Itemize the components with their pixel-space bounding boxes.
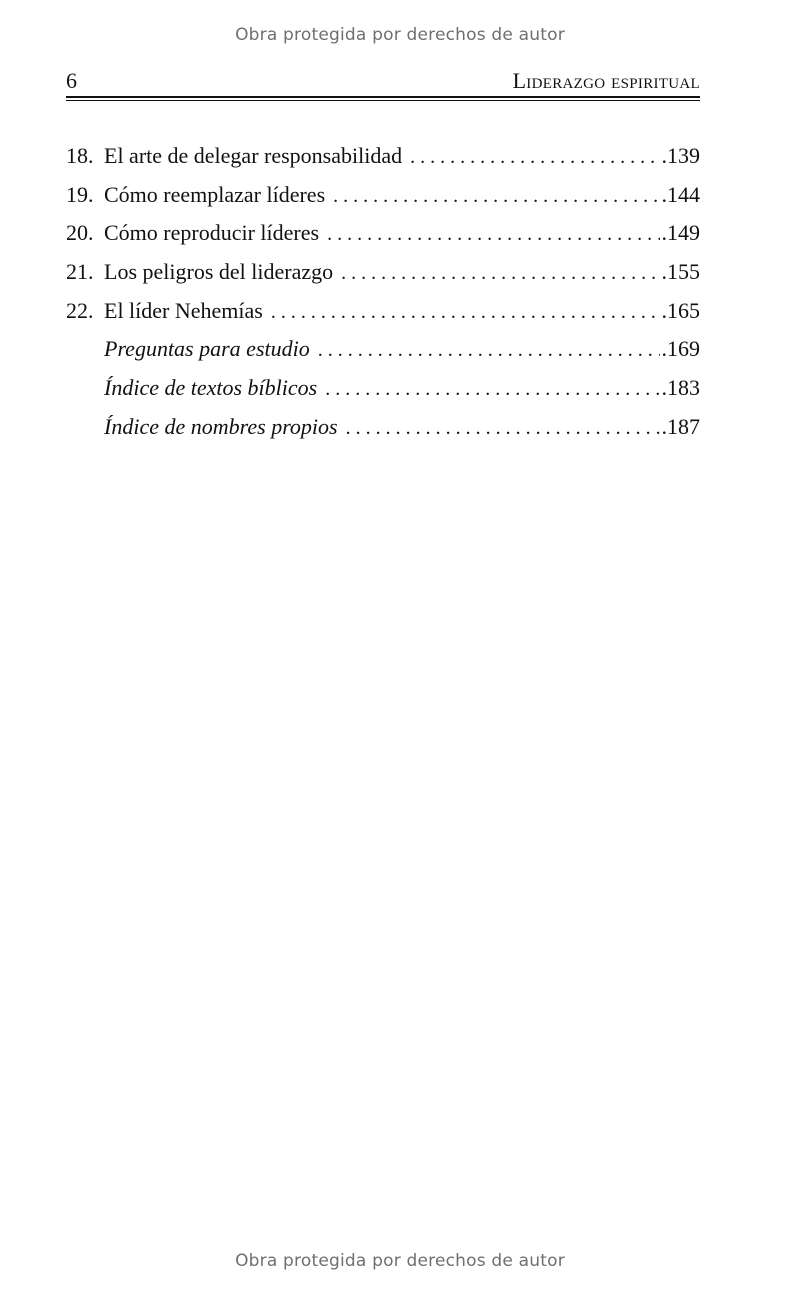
toc-entry — [66, 143, 700, 182]
toc-entry-page: .144 — [661, 181, 700, 207]
toc-entry — [66, 375, 700, 414]
dot-leader — [318, 339, 660, 362]
running-head — [66, 68, 700, 96]
toc-entry-page: .139 — [661, 143, 700, 168]
table-of-contents — [66, 143, 700, 453]
dot-leader — [333, 185, 659, 208]
dot-leader — [327, 223, 659, 246]
page-number: 6 — [66, 68, 77, 93]
book-title: Liderazgo espiritual — [512, 68, 700, 93]
toc-entry-title: Cómo reproducir líderes — [104, 220, 320, 246]
toc-entry-number: 19. — [66, 181, 94, 207]
toc-entry-title: Cómo reemplazar líderes — [104, 181, 326, 207]
dot-leader — [271, 301, 660, 324]
toc-entry-title: Índice de textos bíblicos — [104, 375, 318, 401]
toc-entry-title: El líder Nehemías — [104, 297, 263, 323]
watermark-top: Obra protegida por derechos de autor — [235, 25, 565, 45]
toc-entry-page: .165 — [661, 297, 700, 323]
toc-entry-number: 21. — [66, 259, 94, 285]
toc-entry-title: Índice de nombres propios — [104, 413, 338, 439]
toc-entry — [66, 298, 700, 337]
dot-leader — [410, 146, 659, 169]
toc-entry — [66, 414, 700, 453]
toc-entry — [66, 259, 700, 298]
toc-entry-page: .169 — [661, 336, 700, 362]
toc-entry — [66, 220, 700, 259]
toc-entry-title: El arte de delegar responsabilidad — [104, 143, 403, 168]
toc-entry-number: 22. — [66, 297, 94, 323]
header-rule-thick — [66, 96, 700, 98]
dot-leader — [325, 378, 659, 401]
toc-entry-page: .183 — [661, 375, 700, 401]
toc-entry-title: Los peligros del liderazgo — [104, 259, 334, 285]
toc-entry-page: .155 — [661, 259, 700, 285]
header-rule-thin — [66, 100, 700, 101]
toc-entry-number: 20. — [66, 220, 94, 246]
watermark-bottom: Obra protegida por derechos de autor — [235, 1251, 565, 1271]
toc-entry — [66, 182, 700, 221]
toc-entry-title: Preguntas para estudio — [104, 336, 310, 362]
toc-entry-number: 18. — [66, 143, 94, 168]
toc-entry — [66, 336, 700, 375]
dot-leader — [346, 417, 660, 440]
dot-leader — [341, 262, 659, 285]
toc-entry-page: .149 — [661, 220, 700, 246]
toc-entry-page: .187 — [661, 413, 700, 439]
